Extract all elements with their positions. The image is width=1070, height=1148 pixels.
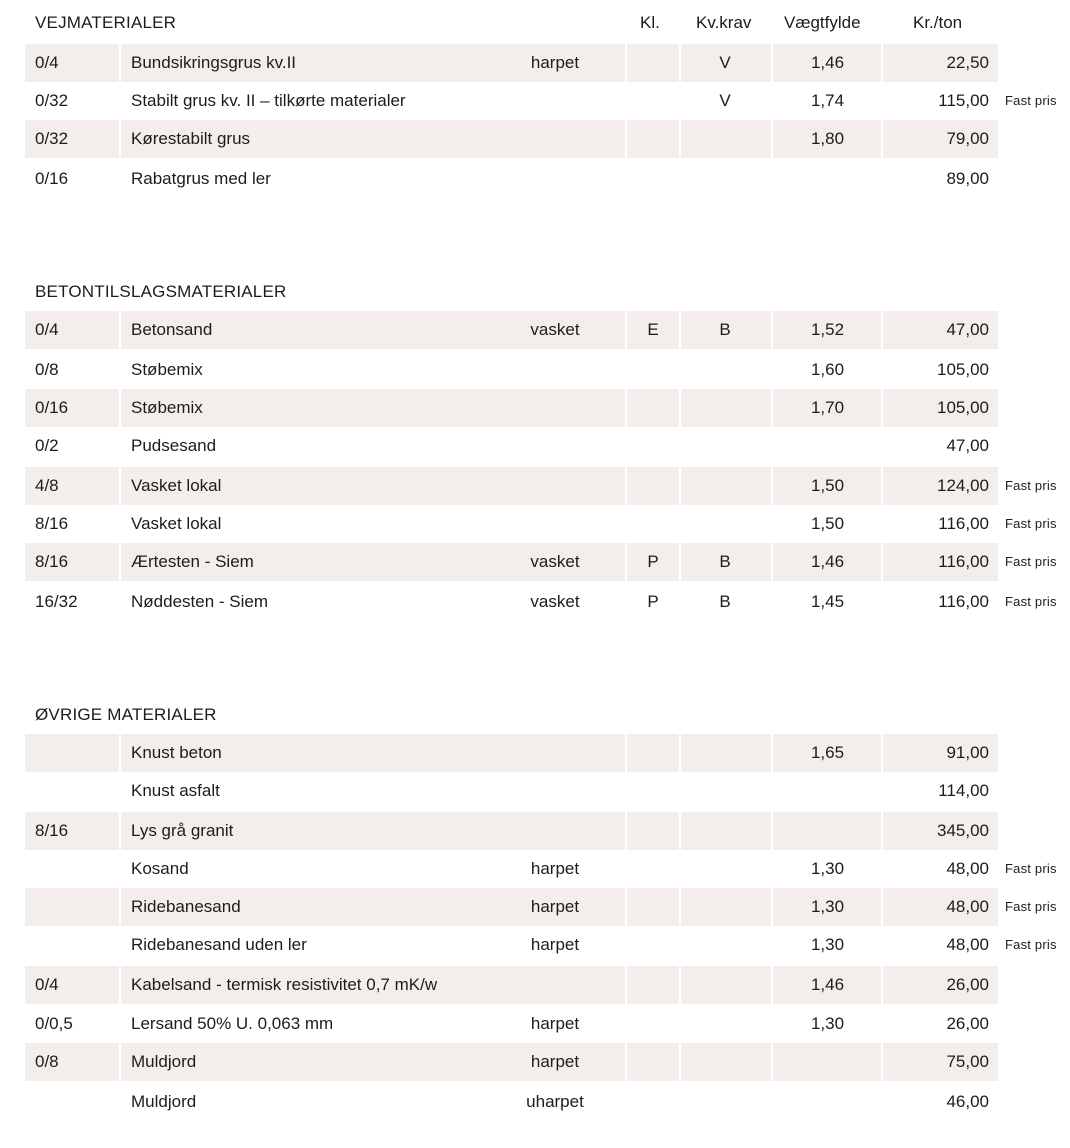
cell-kv-krav (680, 888, 770, 926)
table-row (25, 926, 1070, 964)
cell-processing (510, 82, 600, 120)
cell-size: 16/32 (35, 592, 78, 611)
cell-vaegtfylde: 1,80 (810, 129, 845, 148)
cell-processing: harpet (530, 53, 580, 72)
cell-note: Fast pris (1005, 937, 1057, 952)
cell-note: Fast pris (1005, 93, 1057, 108)
cell-size: 8/16 (35, 514, 69, 533)
cell-name: Kabelsand - termisk resistivitet 0,7 mK/w (131, 975, 438, 994)
cell-vaegtfylde: 1,65 (810, 743, 845, 762)
table-row (25, 120, 1070, 158)
cell-size: 0/8 (35, 1052, 59, 1071)
table-row (25, 583, 1070, 621)
cell-name: Vasket lokal (131, 514, 222, 533)
cell-name: Betonsand (131, 320, 213, 339)
cell-processing: harpet (530, 1014, 580, 1033)
cell-kl: E (647, 320, 659, 339)
cell-name: Lersand 50% U. 0,063 mm (131, 1014, 334, 1033)
cell-name: Ridebanesand (131, 897, 241, 916)
cell-name: Knust asfalt (131, 781, 220, 800)
cell-kl (628, 734, 678, 772)
cell-kl: P (647, 552, 659, 571)
cell-kl (628, 427, 678, 465)
cell-kv-krav: V (719, 91, 731, 110)
table-row (25, 966, 1070, 1004)
cell-kv-krav (680, 351, 770, 389)
table-row (25, 467, 1070, 505)
cell-processing (510, 505, 600, 543)
row-shade (25, 734, 119, 772)
cell-size: 4/8 (35, 476, 59, 495)
cell-vaegtfylde: 1,46 (810, 53, 845, 72)
cell-kv-krav (680, 1083, 770, 1121)
cell-kl (628, 160, 678, 198)
cell-kl (628, 389, 678, 427)
column-header-kr-ton: Kr./ton (913, 13, 963, 32)
column-header-kv-krav: Kv.krav (696, 13, 752, 32)
cell-kv-krav (680, 160, 770, 198)
cell-price: 47,00 (946, 320, 989, 339)
cell-name: Nøddesten - Siem (131, 592, 268, 611)
cell-kv-krav (680, 1005, 770, 1043)
cell-kv-krav (680, 120, 770, 158)
cell-kl (628, 505, 678, 543)
cell-price: 46,00 (946, 1092, 989, 1111)
cell-size: 0/8 (35, 360, 59, 379)
cell-kv-krav (680, 389, 770, 427)
cell-kv-krav: B (719, 552, 731, 571)
cell-price: 75,00 (946, 1052, 989, 1071)
cell-kv-krav (680, 467, 770, 505)
cell-kv-krav (680, 505, 770, 543)
cell-kv-krav (680, 966, 770, 1004)
cell-processing (510, 351, 600, 389)
cell-note: Fast pris (1005, 516, 1057, 531)
table-row (25, 427, 1070, 465)
cell-kl (628, 850, 678, 888)
column-header-kl: Kl. (640, 13, 660, 32)
cell-processing (510, 467, 600, 505)
cell-kl (628, 926, 678, 964)
cell-name: Kosand (131, 859, 189, 878)
cell-vaegtfylde (775, 812, 880, 850)
cell-vaegtfylde: 1,46 (810, 552, 845, 571)
cell-name: Kørestabilt grus (131, 129, 251, 148)
cell-kv-krav: B (719, 592, 731, 611)
cell-kv-krav: V (719, 53, 731, 72)
cell-size: 0/32 (35, 129, 69, 148)
cell-kl (628, 1005, 678, 1043)
section-title: ØVRIGE MATERIALER (35, 705, 217, 724)
table-row (25, 850, 1070, 888)
cell-name: Ridebanesand uden ler (131, 935, 307, 954)
cell-processing (510, 812, 600, 850)
cell-vaegtfylde: 1,30 (810, 897, 845, 916)
cell-note: Fast pris (1005, 554, 1057, 569)
cell-kl (628, 888, 678, 926)
cell-price: 105,00 (937, 398, 989, 417)
cell-size: 0/0,5 (35, 1014, 73, 1033)
cell-kl (628, 467, 678, 505)
table-row (25, 734, 1070, 772)
cell-vaegtfylde: 1,30 (810, 1014, 845, 1033)
cell-vaegtfylde: 1,52 (810, 320, 845, 339)
table-row (25, 772, 1070, 810)
cell-vaegtfylde: 1,50 (810, 514, 845, 533)
cell-processing: vasket (530, 320, 580, 339)
column-header-vaegtfylde: Vægtfylde (784, 13, 861, 32)
cell-kv-krav (680, 427, 770, 465)
cell-name: Bundsikringsgrus kv.II (131, 53, 297, 72)
cell-price: 124,00 (937, 476, 989, 495)
cell-vaegtfylde: 1,50 (810, 476, 845, 495)
cell-price: 22,50 (946, 53, 989, 72)
table-row (25, 1043, 1070, 1081)
cell-processing: vasket (530, 592, 580, 611)
cell-processing: harpet (530, 935, 580, 954)
cell-processing: harpet (530, 1052, 580, 1071)
row-shade (25, 888, 119, 926)
table-row (25, 351, 1070, 389)
table-row (25, 311, 1070, 349)
cell-name: Vasket lokal (131, 476, 222, 495)
cell-name: Muldjord (131, 1092, 197, 1111)
cell-price: 26,00 (946, 1014, 989, 1033)
cell-price: 48,00 (946, 897, 989, 916)
table-row (25, 82, 1070, 120)
cell-processing (510, 772, 600, 810)
cell-note: Fast pris (1005, 899, 1057, 914)
cell-processing: uharpet (526, 1092, 584, 1111)
cell-kv-krav (680, 772, 770, 810)
cell-kv-krav (680, 850, 770, 888)
cell-price: 26,00 (946, 975, 989, 994)
cell-price: 79,00 (946, 129, 989, 148)
cell-name: Knust beton (131, 743, 222, 762)
cell-price: 89,00 (946, 169, 989, 188)
cell-size: 0/2 (35, 436, 59, 455)
cell-kl (628, 44, 678, 82)
cell-kl (628, 772, 678, 810)
cell-price: 345,00 (937, 821, 989, 840)
section-title: VEJMATERIALER (35, 13, 177, 32)
cell-vaegtfylde (775, 160, 880, 198)
cell-size: 0/4 (35, 53, 59, 72)
cell-processing: vasket (530, 552, 580, 571)
cell-name: Muldjord (131, 1052, 197, 1071)
cell-processing (510, 120, 600, 158)
cell-vaegtfylde: 1,30 (810, 935, 845, 954)
cell-vaegtfylde: 1,30 (810, 859, 845, 878)
cell-size: 0/4 (35, 975, 59, 994)
cell-size: 8/16 (35, 821, 69, 840)
cell-vaegtfylde: 1,60 (810, 360, 845, 379)
table-row (25, 812, 1070, 850)
cell-kl (628, 812, 678, 850)
cell-vaegtfylde (775, 427, 880, 465)
cell-name: Stabilt grus kv. II – tilkørte materialer (131, 91, 406, 110)
cell-price: 105,00 (937, 360, 989, 379)
table-row (25, 543, 1070, 581)
cell-size: 0/4 (35, 320, 59, 339)
cell-price: 48,00 (946, 935, 989, 954)
table-row (25, 505, 1070, 543)
cell-price: 91,00 (946, 743, 989, 762)
table-row (25, 389, 1070, 427)
cell-name: Rabatgrus med ler (131, 169, 271, 188)
cell-price: 114,00 (938, 781, 989, 800)
cell-kl: P (647, 592, 659, 611)
cell-vaegtfylde (775, 1083, 880, 1121)
cell-kv-krav (680, 1043, 770, 1081)
cell-price: 116,00 (938, 514, 989, 533)
cell-vaegtfylde (775, 1043, 880, 1081)
cell-vaegtfylde: 1,70 (810, 398, 845, 417)
cell-kl (628, 120, 678, 158)
table-row (25, 160, 1070, 198)
cell-vaegtfylde: 1,45 (810, 592, 845, 611)
cell-processing (510, 160, 600, 198)
cell-price: 116,00 (938, 552, 989, 571)
cell-vaegtfylde: 1,46 (810, 975, 845, 994)
cell-kl (628, 1043, 678, 1081)
cell-size: 0/16 (35, 169, 69, 188)
cell-price: 115,00 (938, 91, 989, 110)
cell-kl (628, 82, 678, 120)
cell-note: Fast pris (1005, 478, 1057, 493)
cell-name: Lys grå granit (131, 821, 234, 840)
table-row (25, 1083, 1070, 1121)
cell-size: 0/16 (35, 398, 69, 417)
section-title: BETONTILSLAGSMATERIALER (35, 282, 287, 301)
cell-kl (628, 351, 678, 389)
cell-processing (510, 389, 600, 427)
table-row (25, 888, 1070, 926)
cell-name: Støbemix (131, 398, 203, 417)
cell-processing (510, 966, 600, 1004)
cell-kl (628, 966, 678, 1004)
table-row (25, 44, 1070, 82)
cell-kl (628, 1083, 678, 1121)
cell-processing: harpet (530, 859, 580, 878)
cell-vaegtfylde (775, 772, 880, 810)
cell-vaegtfylde: 1,74 (810, 91, 845, 110)
cell-name: Støbemix (131, 360, 203, 379)
cell-processing (510, 427, 600, 465)
cell-note: Fast pris (1005, 594, 1057, 609)
cell-size: 0/32 (35, 91, 69, 110)
cell-processing (510, 734, 600, 772)
cell-name: Pudsesand (131, 436, 217, 455)
cell-price: 48,00 (946, 859, 989, 878)
cell-size: 8/16 (35, 552, 69, 571)
cell-processing: harpet (530, 897, 580, 916)
cell-note: Fast pris (1005, 861, 1057, 876)
cell-price: 116,00 (938, 592, 989, 611)
cell-price: 47,00 (946, 436, 989, 455)
table-row (25, 1005, 1070, 1043)
cell-kv-krav (680, 926, 770, 964)
cell-kv-krav: B (719, 320, 731, 339)
cell-kv-krav (680, 812, 770, 850)
cell-kv-krav (680, 734, 770, 772)
cell-name: Ærtesten - Siem (131, 552, 254, 571)
